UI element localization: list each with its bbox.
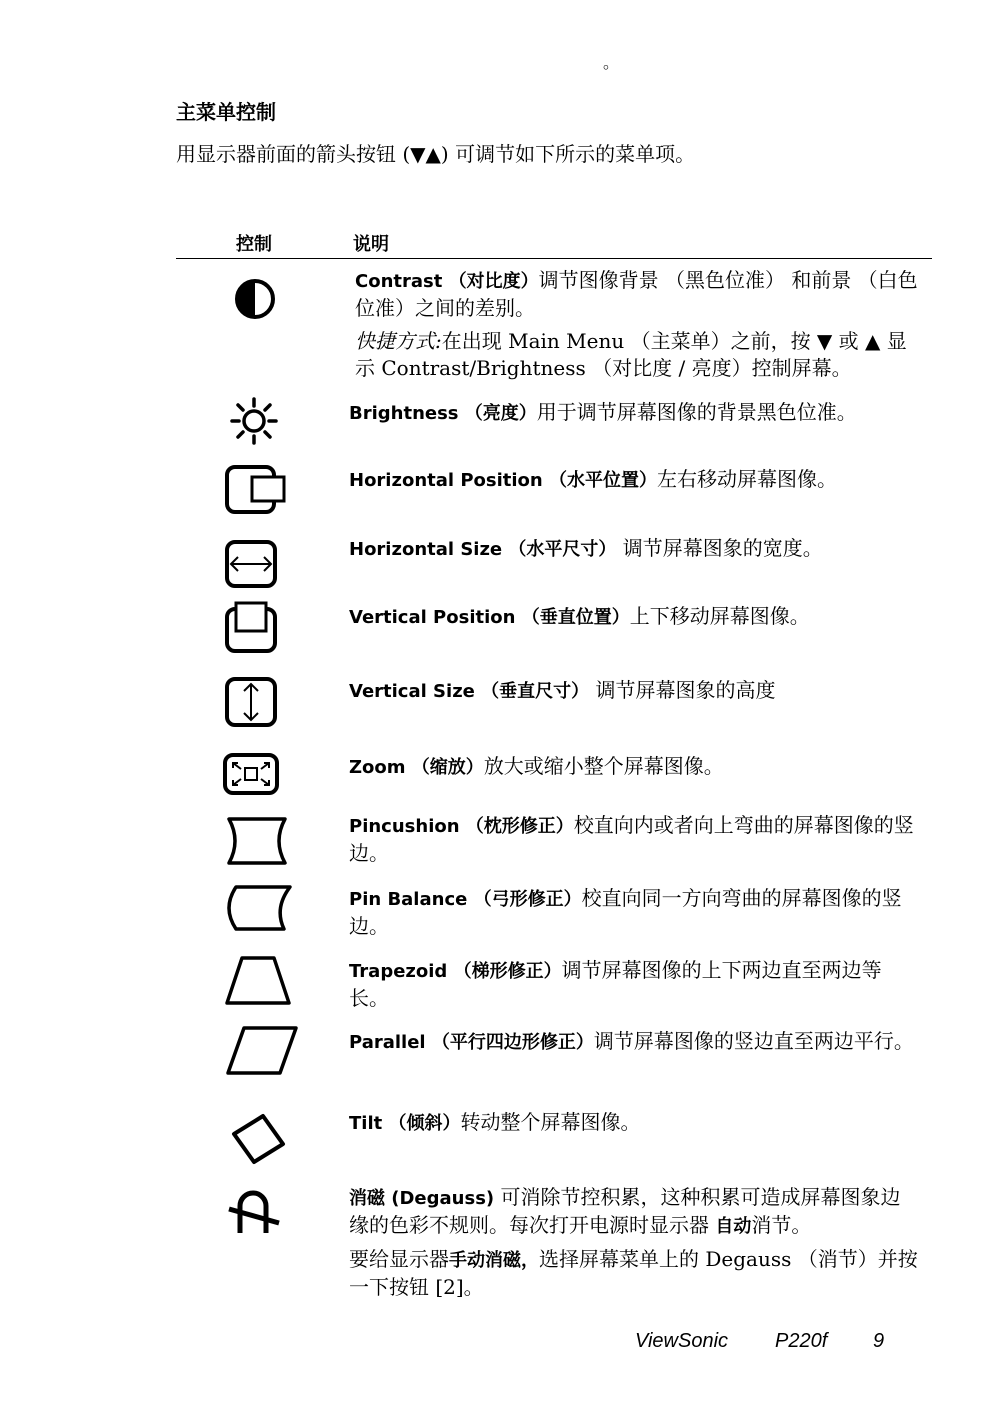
menu-item-trapezoid <box>349 957 919 1012</box>
menu-item-zoom <box>349 753 919 781</box>
item-title: Parallel （平行四边形修正） <box>349 1032 594 1053</box>
item-description: 用于调节屏幕图像的背景黑色位准。 <box>536 400 857 424</box>
item-title: Zoom （缩放） <box>349 757 484 778</box>
item-title: Tilt （倾斜） <box>349 1113 461 1134</box>
item-title: Vertical Size （垂直尺寸） <box>349 681 590 702</box>
item-description: 调节屏幕图象的宽度。 <box>616 536 823 560</box>
item-description: 调节屏幕图像的上下两边直至两边等长。 <box>349 958 882 1010</box>
menu-item-contrast <box>349 267 919 382</box>
footer-model: P220f <box>775 1330 828 1352</box>
item-title: Contrast （对比度） <box>355 271 539 292</box>
top-mark: 。 <box>603 53 620 72</box>
item-title: Horizontal Position （水平位置） <box>349 470 657 491</box>
shortcut-text: 在出现 Main Menu （主菜单）之前，按 ▼ 或 ▲ 显示 Contrast/Brightness （对比度 / 亮度）控制屏幕。 <box>355 329 907 380</box>
menu-item-vertical-size <box>349 677 919 705</box>
horizontal-size-icon <box>224 539 278 589</box>
item-description: 调节屏幕图象的高度 <box>589 678 776 702</box>
manual-degauss-bold: 手动消磁， <box>449 1250 539 1271</box>
menu-item-pincushion <box>349 812 919 867</box>
item-title: Pincushion （枕形修正） <box>349 816 574 837</box>
contrast-icon <box>232 278 278 320</box>
tilt-icon <box>230 1110 288 1168</box>
item-title: Trapezoid （梯形修正） <box>349 961 562 982</box>
parallel-icon <box>224 1025 300 1077</box>
horizontal-position-icon <box>224 463 288 515</box>
item-title: Pin Balance （弓形修正） <box>349 889 582 910</box>
vertical-position-icon <box>224 600 278 654</box>
brightness-icon <box>229 397 279 445</box>
item-title: Vertical Position （垂直位置） <box>349 607 630 628</box>
pin-balance-icon <box>222 884 294 932</box>
pincushion-icon <box>226 816 288 866</box>
menu-item-degauss <box>349 1184 919 1301</box>
manual-degauss-instructions: 选择屏幕菜单上的 Degauss （消节）并按一下按钮 [2]。 <box>349 1247 918 1299</box>
item-description: 校直向同一方向弯曲的屏幕图像的竖边。 <box>349 886 902 938</box>
item-description: 调节图像背景 （黑色位准） 和前景 （白色位准）之间的差别。 <box>355 268 918 320</box>
menu-item-brightness <box>349 399 919 427</box>
item-description: 可消除节控积累，这种积累可造成屏幕图象边缘的色彩不规则。每次打开电源时显示器 <box>349 1185 901 1237</box>
item-description-bold: 自动 <box>715 1216 752 1237</box>
degauss-icon <box>226 1186 282 1236</box>
zoom-icon <box>222 752 280 796</box>
item-description-end: 消节。 <box>751 1213 812 1237</box>
item-description: 左右移动屏幕图像。 <box>657 467 837 491</box>
section-heading: 主菜单控制 <box>176 100 276 124</box>
item-title: Horizontal Size （水平尺寸） <box>349 539 617 560</box>
item-title: 消磁 (Degauss) <box>349 1188 495 1209</box>
header-divider <box>176 258 932 259</box>
manual-degauss-text: 要给显示器 <box>349 1247 449 1271</box>
item-description: 上下移动屏幕图像。 <box>629 604 810 628</box>
intro-text: 用显示器前面的箭头按钮 (▼▲) 可调节如下所示的菜单项。 <box>176 142 696 166</box>
item-description: 放大或缩小整个屏幕图像。 <box>483 754 724 778</box>
menu-item-parallel <box>349 1028 919 1056</box>
shortcut-label: 快捷方式: <box>355 329 442 353</box>
menu-item-tilt <box>349 1109 919 1137</box>
menu-item-pin-balance <box>349 885 919 940</box>
menu-item-vertical-position <box>349 603 919 631</box>
item-description: 校直向内或者向上弯曲的屏幕图像的竖边。 <box>349 813 914 865</box>
trapezoid-icon <box>224 955 292 1007</box>
item-description: 转动整个屏幕图像。 <box>460 1110 641 1134</box>
item-description: 调节屏幕图像的竖边直至两边平行。 <box>593 1029 914 1053</box>
item-title: Brightness （亮度） <box>349 403 537 424</box>
vertical-size-icon <box>224 676 278 728</box>
footer-brand: ViewSonic <box>635 1330 729 1352</box>
column-header-description: 说明 <box>353 234 389 255</box>
column-header-control: 控制 <box>236 234 272 255</box>
menu-item-horizontal-size <box>349 535 919 563</box>
menu-item-horizontal-position <box>349 466 919 494</box>
page-number: 9 <box>873 1330 885 1352</box>
